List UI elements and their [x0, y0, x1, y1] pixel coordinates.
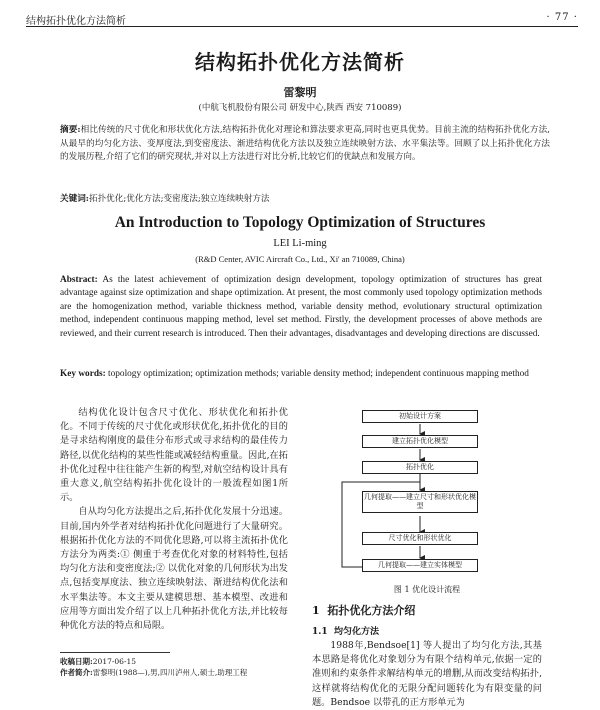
- running-header-title: 结构拓扑优化方法简析: [26, 16, 126, 27]
- flow-step: 尺寸优化和形状优化: [362, 532, 478, 545]
- page-number: · 77 ·: [546, 12, 578, 23]
- body-paragraph: 自从均匀化方法提出之后,拓扑优化发展十分迅速。目前,国内外学者对结构拓扑优化问题进行了大量研究。根据拓扑优化方法的不同优化思路,可以将主流拓扑优化方法分为两类:① 侧重于考查优化对象的材料特性,包括均匀化方法和变密度法;② 以优化对象的几何形状为出发点,包括变厚度法、独立连续映射法、渐进结构优化法和水平集法等。本文主要从建模思想、基本模型、改进和应用等方面出发介绍了以上几种拓扑优化方法,并比较每种优化方法的特点和局限。: [60, 506, 288, 632]
- flow-step: 拓扑优化: [362, 461, 478, 474]
- received-date: 2017-06-15: [92, 657, 137, 666]
- affiliation-en: (R&D Center, AVIC Aircraft Co., Ltd., Xi' an 710089, China): [195, 254, 405, 264]
- author-bio: 雷黎明(1988—),男,四川泸州人,硕士,助理工程: [92, 668, 248, 677]
- body-paragraph: 结构优化设计包含尺寸优化、形状优化和拓扑优化。不同于传统的尺寸优化或形状优化,拓扑优化的目的是寻求结构刚度的最佳分布形式或寻求结构的最佳传力路径,以优化结构的某些性能或减轻结构重量。因此,在拓扑优化过程中往往能产生新的构型,对航空结构设计具有重大意义,航空结构拓扑优化设计的一般流程如图1所示。: [60, 407, 288, 504]
- paper-title-cn: 结构拓扑优化方法简析: [195, 50, 405, 74]
- keywords-cn-label: 关键词:: [60, 194, 89, 204]
- running-header: [26, 12, 578, 27]
- keywords-cn: [60, 192, 550, 204]
- keywords-cn-text: 拓扑优化;优化方法;变密度法;独立连续映射方法: [88, 194, 270, 204]
- flow-step: 初始设计方案: [362, 410, 478, 423]
- subsection-number: 1.1: [312, 627, 328, 637]
- flow-step: 几何提取——建立实体模型: [362, 559, 478, 572]
- flow-step: 建立拓扑优化模型: [362, 435, 478, 448]
- keywords-en-text: topology optimization; optimization methods; variable density method; independent continuous mapping method: [108, 369, 529, 379]
- author-cn: 雷黎明: [283, 86, 317, 99]
- section-number: 1: [312, 604, 320, 617]
- abstract-en: [60, 274, 542, 341]
- keywords-en-label: Key words:: [60, 369, 106, 379]
- flow-step: 几何提取——建立尺寸和形状优化模型: [362, 491, 478, 513]
- figure-caption: 图 1 优化设计流程: [393, 585, 461, 594]
- abstract-cn: [60, 124, 550, 165]
- body-right-column: [312, 639, 542, 710]
- abstract-cn-text: 相比传统的尺寸优化和形状优化方法,结构拓扑优化对理论和算法要求更高,同时也更具优势。目前主流的结构拓扑优化方法,从最早的均匀化方法、变厚度法,到变密度法、渐进结构优化方法以及独立连续映射方法、水平集法等。回顾了以上拓扑优化方法的发展历程,介绍了它们的研究现状,并对以上方法进行对比分析,比较它们的优缺点和发展方向。: [60, 125, 550, 162]
- body-paragraph: 1988年,Bendsoe[1] 等人提出了均匀化方法,其基本思路是将优化对象划分为有限个结构单元,依据一定的准则和约束条件求解结构单元的增删,从而改变结构拓扑,这样就将结构优化的无限分配问题转化为有限变量的问题。Bendsoe 以带孔的正方形单元为: [312, 640, 542, 708]
- footnote: [60, 656, 300, 678]
- subsection-heading: [312, 624, 379, 637]
- affiliation-cn: (中航飞机股份有限公司 研发中心,陕西 西安 710089): [198, 103, 402, 113]
- section-title: 拓扑优化方法介绍: [327, 604, 416, 617]
- keywords-en: [60, 368, 542, 381]
- received-label: 收稿日期:: [60, 657, 93, 666]
- author-en: LEI Li-ming: [273, 238, 327, 249]
- subsection-title: 均匀化方法: [333, 627, 379, 637]
- abstract-en-text: As the latest achievement of optimization design development, topology optimization of structures has great advantage against size optimization and shape optimization. At present, the most commonly used topology optimization methods are the homogenization method, variable thickness method, variable density method, evolutionary structural optimization method, independent continuous mapping method, level set method. Firstly, the development processes of above methods are reviewed, and their current research is introduced. Then their advantages, disadvantages and developing directions are discussed.: [60, 275, 543, 339]
- author-bio-label: 作者简介:: [60, 668, 93, 677]
- footnote-divider: [60, 652, 170, 653]
- abstract-cn-label: 摘要:: [60, 125, 81, 135]
- abstract-en-label: Abstract:: [60, 275, 98, 285]
- section-heading: [312, 602, 415, 618]
- body-left-column: [60, 406, 288, 633]
- paper-title-en: An Introduction to Topology Optimization of Structures: [114, 214, 486, 231]
